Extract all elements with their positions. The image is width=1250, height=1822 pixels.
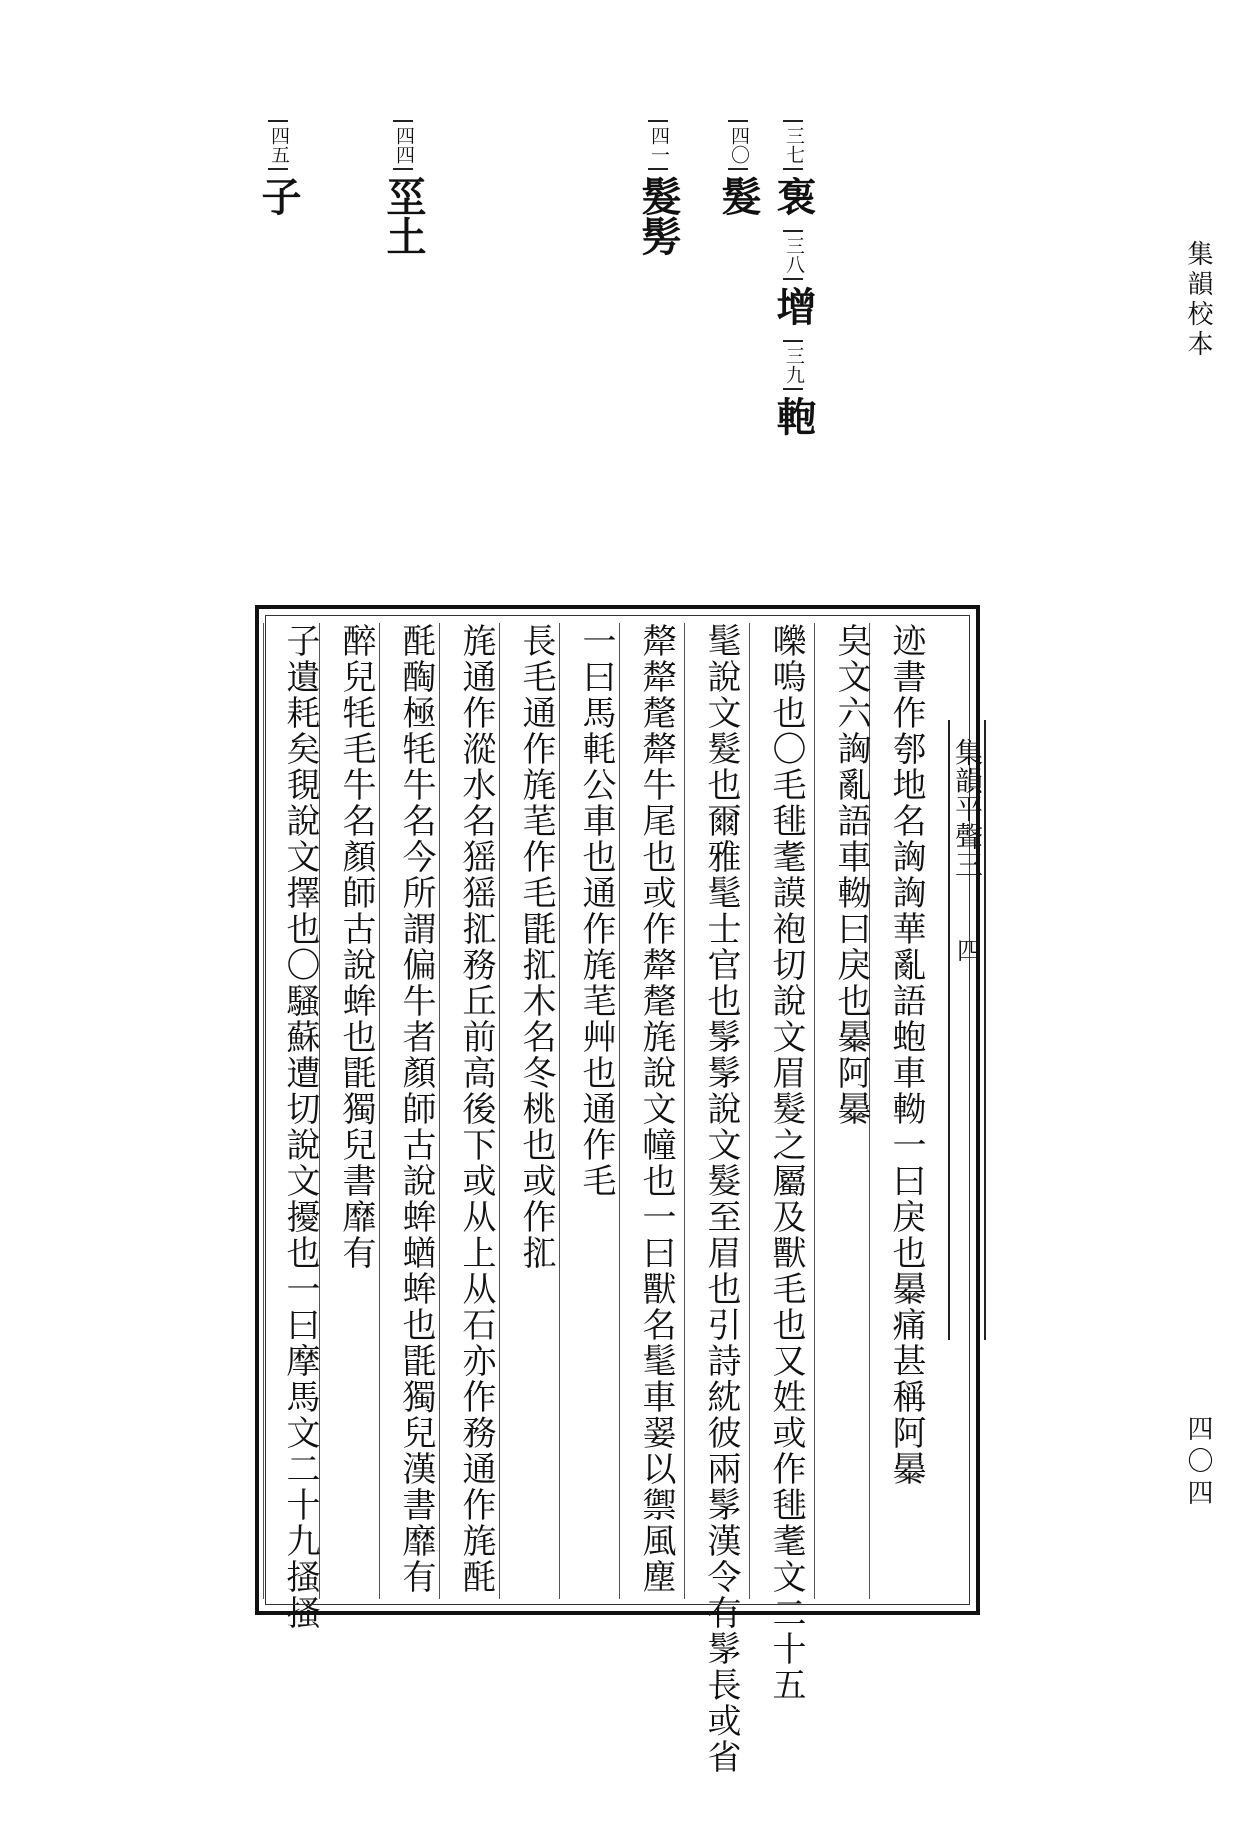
text-column xyxy=(263,623,336,1631)
note-number: 三九 xyxy=(783,340,803,390)
block-margin-strip xyxy=(948,720,986,1340)
note-group-5 xyxy=(255,120,301,230)
note xyxy=(770,120,816,216)
note-character: 髮髣 xyxy=(635,176,682,256)
column-text: 酕醄極牦牛名今所謂偏牛者顏師古說蛑蝤蛑也毷獨兒漢書靡有 xyxy=(396,623,436,1595)
column-text: 㚖文六詾亂語車軪曰戾也㬥阿㬥 xyxy=(831,623,871,1127)
column-text: 子遺耗矣覒說文擇也〇騷蘇遭切說文擾也一曰摩馬文二十九搔搔 xyxy=(280,623,320,1631)
text-column xyxy=(749,623,822,1703)
column-text: 旄通作漎水名猺猺㧟務丘前高後下或从上从石亦作務通作旄酕 xyxy=(456,623,496,1595)
note xyxy=(380,120,426,256)
column-text: 長毛通作旄芼作毛毷㧟木名冬桃也或作㧟 xyxy=(516,623,556,1271)
note-number: 三七 xyxy=(783,120,803,170)
note-group-4 xyxy=(380,120,426,270)
note xyxy=(770,230,816,326)
text-column xyxy=(684,623,757,1775)
note-number: 四一 xyxy=(648,120,668,170)
note-character: 髮 xyxy=(715,176,762,216)
margin-title: 集韻平聲三 xyxy=(951,738,984,878)
note-number: 三八 xyxy=(783,230,803,280)
printed-block xyxy=(255,605,980,1775)
column-text: 犛犛氂犛牛尾也或作犛氂旄說文幢也一曰獸名髦車翣以禦風塵 xyxy=(636,623,676,1595)
note-number: 四五 xyxy=(268,120,288,170)
note-character: 子 xyxy=(255,176,302,216)
column-text: 嚛嗚也〇毛毴耄謨袍切說文眉髮之屬及獸毛也又姓或作毴耄文二十五 xyxy=(766,623,806,1703)
note xyxy=(255,120,301,216)
note-group-3 xyxy=(635,120,681,270)
page-folio: 四〇四 xyxy=(1183,1415,1213,1511)
note-number: 四〇 xyxy=(728,120,748,170)
column-text: 迹書作郀地名詾詾華亂語蚫車軪一曰戾也㬥痛甚稱阿㬥 xyxy=(886,623,926,1487)
note xyxy=(770,340,816,436)
note-character: 袌 xyxy=(770,176,817,216)
note-character: 坙土 xyxy=(380,176,427,256)
running-title: 集韻校本 xyxy=(1183,240,1213,360)
column-text: 醉兒牦毛牛名顏師古說蛑也毷獨兒書靡有 xyxy=(336,623,376,1271)
note-group-1 xyxy=(770,120,816,450)
note-number: 四四 xyxy=(393,120,413,170)
note xyxy=(715,120,761,216)
note-character: 軳 xyxy=(770,396,817,436)
note-character: 增 xyxy=(770,286,817,326)
margin-juan: 四 xyxy=(952,938,981,962)
note xyxy=(635,120,681,256)
text-column xyxy=(814,623,887,1599)
note-group-2 xyxy=(715,120,761,230)
column-text: 一曰馬軞公車也通作旄芼艸也通作毛 xyxy=(576,623,616,1199)
column-text: 髦說文髮也爾雅髦士官也髳髳說文髮至眉也引詩紞彼兩髳漢令有髳長或省 xyxy=(701,623,741,1775)
